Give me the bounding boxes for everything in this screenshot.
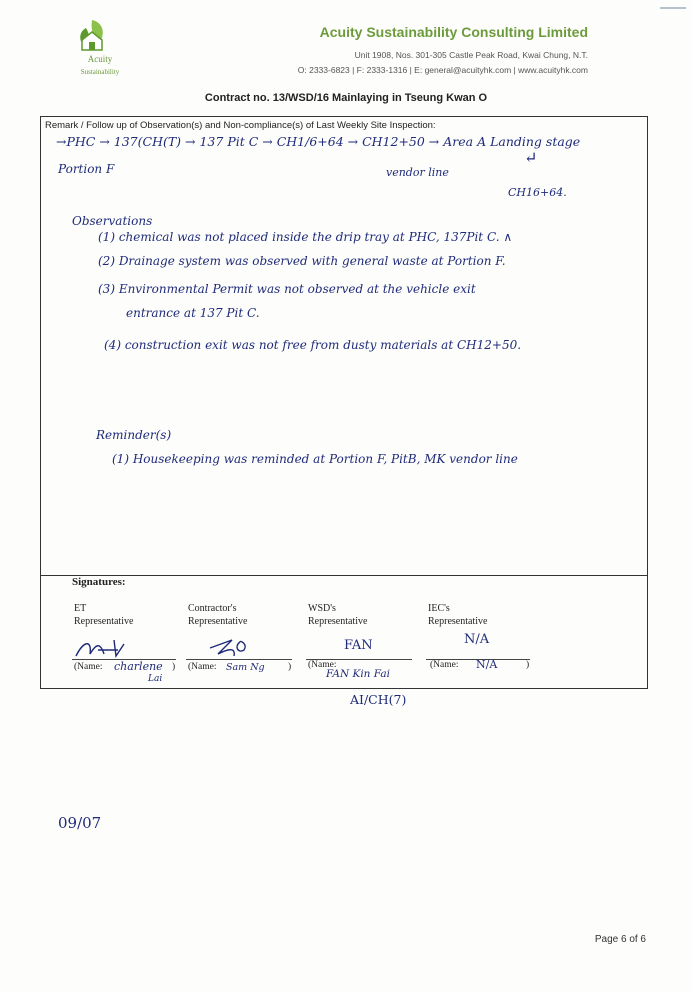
et-name-label: (Name: xyxy=(74,662,103,672)
wsd-name-label: (Name: xyxy=(308,660,337,670)
remark-label: Remark / Follow up of Observation(s) and Non-compliance(s) of Last Weekly Site Inspection: xyxy=(45,120,436,131)
iec-signature: N/A xyxy=(464,632,490,647)
iec-name-label: (Name: xyxy=(430,660,459,670)
company-logo xyxy=(62,16,132,78)
iec-name-close: ) xyxy=(526,660,530,670)
et-name-close: ) xyxy=(172,662,176,672)
wsd-name-value: FAN Kin Fai xyxy=(326,668,390,680)
observation-item: (4) construction exit was not free from dusty materials at CH12+50. xyxy=(104,338,522,352)
contractor-signature-line xyxy=(186,659,292,660)
company-name: Acuity Sustainability Consulting Limited xyxy=(319,24,588,40)
logo-word: Acuity xyxy=(87,54,113,64)
contractor-role: Contractor's Representative xyxy=(188,603,248,627)
et-name-value: charlene xyxy=(114,660,163,673)
route-line: →PHC → 137(CH(T) → 137 Pit C → CH1/6+64 → CH12+50 → Area A Landing stage xyxy=(56,134,581,149)
signatures-title: Signatures: xyxy=(72,576,126,588)
observation-item: (1) chemical was not placed inside the drip tray at PHC, 137Pit C. ∧ xyxy=(98,230,513,244)
address-line: Unit 1908, Nos. 301-305 Castle Peak Road, Kwai Chung, N.T. xyxy=(354,50,588,60)
page-number: Page 6 of 6 xyxy=(594,934,646,945)
observation-item: (3) Environmental Permit was not observed at the vehicle exit xyxy=(98,282,476,296)
date-note: 09/07 xyxy=(58,814,102,832)
contractor-signature xyxy=(204,634,274,662)
scan-mark-icon xyxy=(660,6,686,10)
iec-role: IEC's Representative xyxy=(428,603,488,627)
reminders-title: Reminder(s) xyxy=(96,428,172,442)
return-arrow: ↵ xyxy=(524,148,538,167)
portion-note: Portion F xyxy=(58,162,115,176)
contractor-name-value: Sam Ng xyxy=(226,662,265,673)
wsd-post-title: AI/CH(7) xyxy=(350,692,407,707)
vendor-note: vendor line xyxy=(386,166,449,179)
company-address xyxy=(298,48,588,78)
house-leaf-icon xyxy=(72,16,112,54)
logo-subtitle: Sustainability xyxy=(80,68,120,76)
ch-note: CH16+64. xyxy=(508,186,567,199)
contractor-name-label: (Name: xyxy=(188,662,217,672)
observations-title: Observations xyxy=(72,214,153,228)
contract-title: Contract no. 13/WSD/16 Mainlaying in Tseung Kwan O xyxy=(204,92,488,104)
et-role: ET Representative xyxy=(74,603,134,627)
wsd-signature: FAN xyxy=(344,638,373,653)
contact-line: O: 2333-6823 | F: 2333-1316 | E: general@acuityhk.com | www.acuityhk.com xyxy=(297,65,588,75)
contractor-name-close: ) xyxy=(288,662,292,672)
observation-item: (2) Drainage system was observed with general waste at Portion F. xyxy=(98,254,506,268)
reminder-item: (1) Housekeeping was reminded at Portion F, PitB, MK vendor line xyxy=(112,452,518,466)
iec-name-value: N/A xyxy=(476,658,498,671)
observation-item: entrance at 137 Pit C. xyxy=(126,306,260,320)
et-name-extra: Lai xyxy=(148,674,163,684)
wsd-role: WSD's Representative xyxy=(308,603,368,627)
